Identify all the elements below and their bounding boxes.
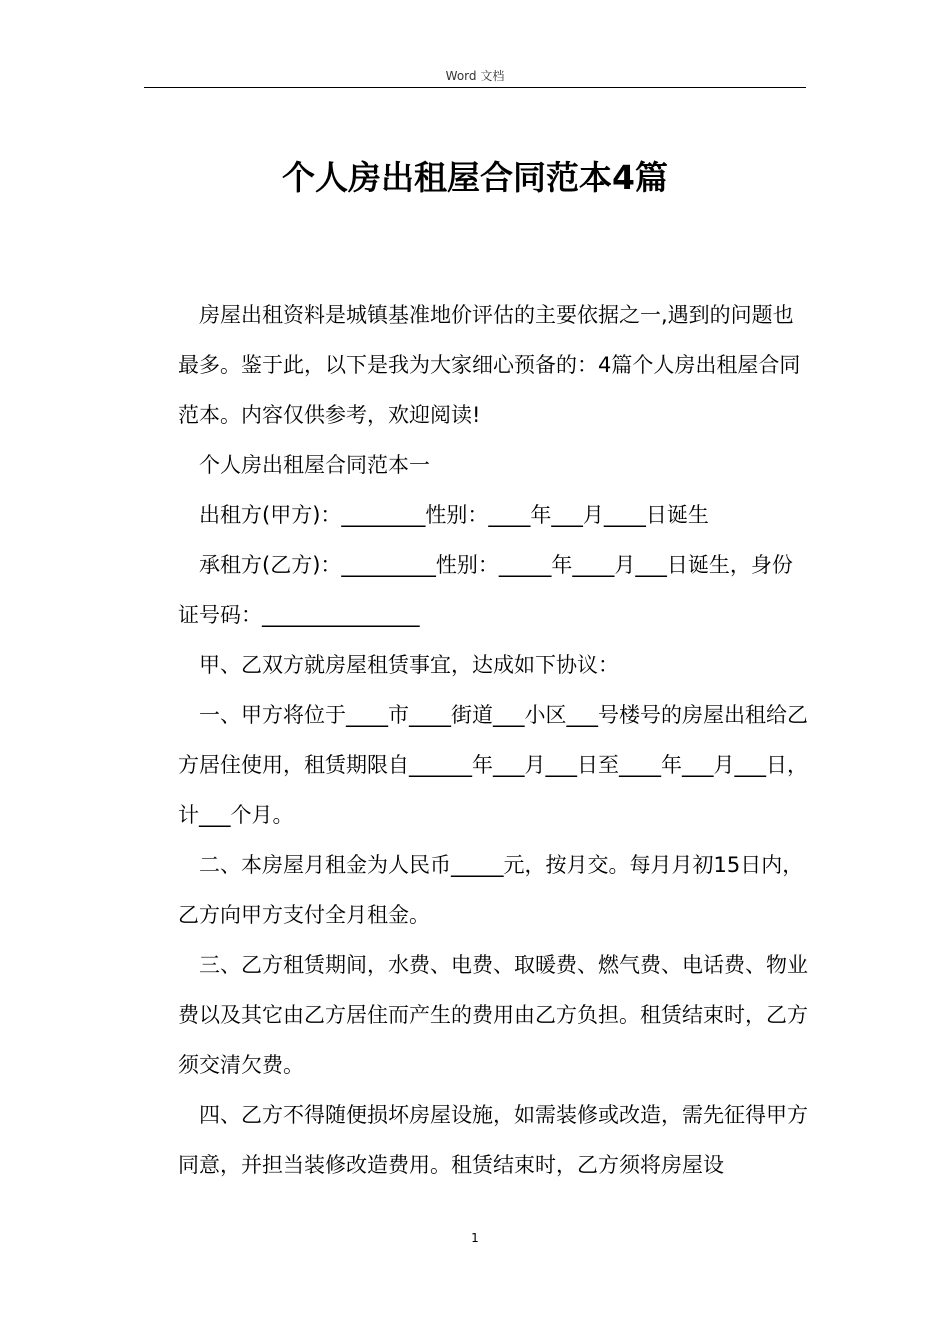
header-divider — [144, 87, 806, 88]
paragraph-section-heading: 个人房出租屋合同范本一 — [199, 453, 430, 477]
page-number: 1 — [471, 1231, 479, 1245]
paragraph-lessee: 承租方(乙方)：_________性别：_____年____月___日诞生，身份证号码：_______________ — [178, 553, 793, 627]
paragraph-clause-4: 四、乙方不得随便损坏房屋设施，如需装修或改造，需先征得甲方同意，并担当装修改造费用。租赁结束时，乙方须将房屋设 — [178, 1103, 808, 1177]
paragraph-lessor: 出租方(甲方)：________性别：____年___月____日诞生 — [199, 503, 709, 527]
paragraph-intro: 房屋出租资料是城镇基准地价评估的主要依据之一,遇到的问题也最多。鉴于此，以下是我为大家细心预备的：4篇个人房出租屋合同范本。内容仅供参考，欢迎阅读! — [178, 303, 801, 427]
document-header-label: Word 文档 — [445, 69, 505, 83]
paragraph-agreement: 甲、乙双方就房屋租赁事宜，达成如下协议： — [199, 653, 619, 677]
paragraph-clause-3: 三、乙方租赁期间，水费、电费、取暖费、燃气费、电话费、物业费以及其它由乙方居住而产生的费用由乙方负担。租赁结束时，乙方须交清欠费。 — [178, 953, 808, 1077]
document-body — [178, 290, 810, 1190]
paragraph-clause-2: 二、本房屋月租金为人民币_____元，按月交。每月月初15日内，乙方向甲方支付全月租金。 — [178, 853, 804, 927]
document-title: 个人房出租屋合同范本4篇 — [282, 158, 668, 197]
paragraph-clause-1: 一、甲方将位于____市____街道___小区___号楼号的房屋出租给乙方居住使用，租赁期限自______年___月___日至____年___月___日，计___个月。 — [178, 703, 808, 827]
